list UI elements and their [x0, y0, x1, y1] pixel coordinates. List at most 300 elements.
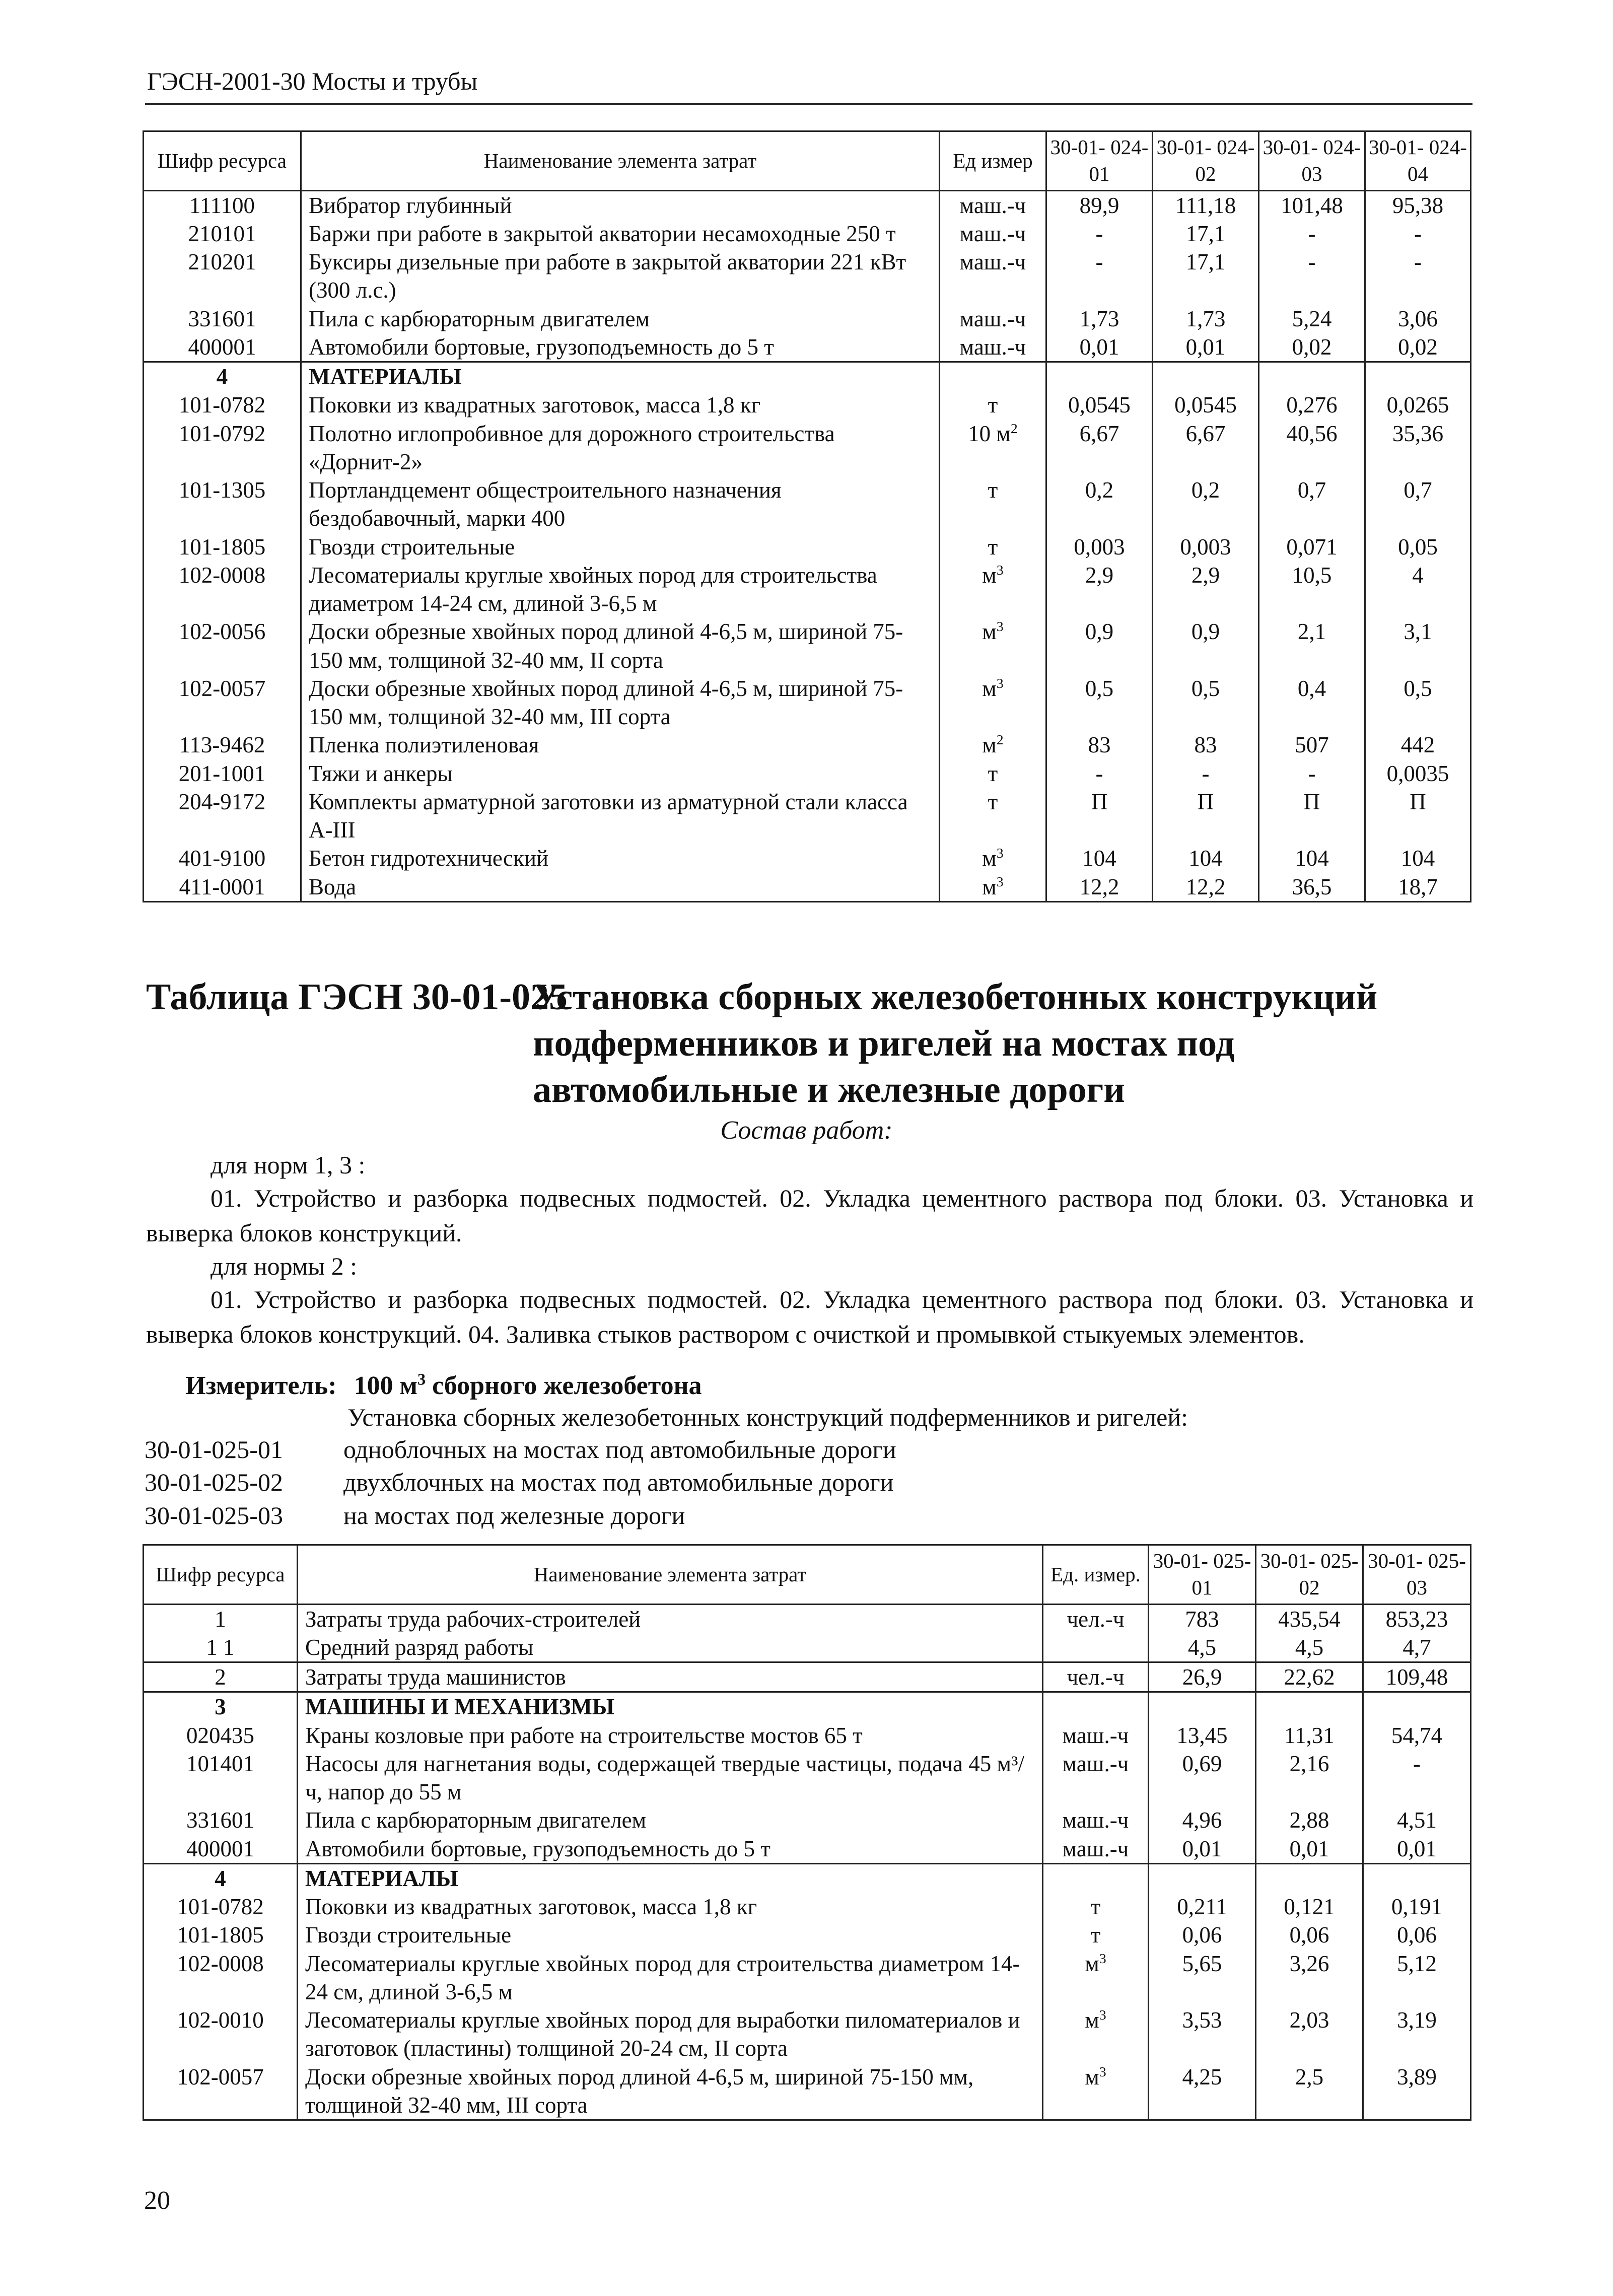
table-row	[144, 1633, 1471, 1662]
unit-cell	[940, 533, 1046, 561]
norm-value	[1149, 1692, 1256, 1721]
resource-code: 102-0008	[144, 1950, 298, 2006]
measure-label: Измеритель:	[185, 1371, 337, 1400]
unit-exponent: 2	[996, 732, 1004, 748]
table-body	[144, 1604, 1471, 2120]
resource-code: 4	[144, 1863, 298, 1893]
resource-code: 331601	[144, 1806, 298, 1834]
unit-cell	[1043, 1893, 1149, 1921]
norms-1-3-text: 01. Устройство и разборка подвесных подмостей. 02. Укладка цементного раствора под блоки. 03. Установка и выверка блоков конструкций.	[146, 1184, 1474, 1247]
section-row	[144, 362, 1471, 391]
unit-cell	[940, 617, 1046, 674]
unit-cell	[940, 333, 1046, 362]
norm-value: 0,191	[1363, 1893, 1471, 1921]
norm-value: 0,5	[1153, 674, 1259, 731]
resource-code: 204-9172	[144, 788, 301, 845]
table-row	[144, 391, 1471, 419]
cost-element-name: МАТЕРИАЛЫ	[301, 362, 940, 391]
unit-cell	[1043, 1692, 1149, 1721]
cost-element-name: Затраты труда машинистов	[298, 1662, 1043, 1692]
resource-code: 411-0001	[144, 873, 301, 902]
norm-value: 54,74	[1363, 1721, 1471, 1750]
norm-value	[1153, 362, 1259, 391]
table-row	[144, 2063, 1471, 2120]
resource-code: 101-0782	[144, 391, 301, 419]
unit-text: м	[982, 874, 997, 899]
table-row	[144, 476, 1471, 533]
norm-value: 104	[1153, 844, 1259, 872]
norm-text: на мостах под железные дороги	[343, 1501, 685, 1529]
table-row	[144, 844, 1471, 872]
norm-value: 507	[1259, 731, 1365, 759]
resource-code: 1 1	[144, 1633, 298, 1662]
unit-text: т	[988, 789, 998, 814]
cost-element-name: МАШИНЫ И МЕХАНИЗМЫ	[298, 1692, 1043, 1721]
norm-value: 4,5	[1256, 1633, 1363, 1662]
unit-cell	[940, 731, 1046, 759]
norm-value: 0,02	[1365, 333, 1471, 362]
header-unit: Ед измер	[940, 131, 1046, 191]
norm-value	[1365, 362, 1471, 391]
unit-cell	[1043, 1662, 1149, 1692]
unit-cell	[940, 220, 1046, 248]
header-norm-025-03: 30-01- 025-03	[1363, 1545, 1471, 1605]
unit-cell	[940, 190, 1046, 220]
table-row	[144, 1950, 1471, 2006]
norm-row	[145, 1435, 896, 1464]
norm-value: 83	[1153, 731, 1259, 759]
norm-value: 0,211	[1149, 1893, 1256, 1921]
norm-value: 2,16	[1256, 1750, 1363, 1806]
norm-value: 0,0035	[1365, 759, 1471, 788]
table-row	[144, 1750, 1471, 1806]
page-number: 20	[144, 2186, 170, 2215]
norm-value: 5,24	[1259, 305, 1365, 333]
norm-value: -	[1365, 248, 1471, 305]
header-norm-024-02: 30-01- 024-02	[1153, 131, 1259, 191]
norm-value: 2,5	[1256, 2063, 1363, 2120]
norm-value: 36,5	[1259, 873, 1365, 902]
norm-value	[1256, 1863, 1363, 1893]
cost-element-name: Доски обрезные хвойных пород длиной 4-6,5 м, шириной 75-150 мм, толщиной 32-40 мм, III сорта	[298, 2063, 1043, 2120]
unit-text: 10 м	[968, 421, 1011, 446]
norm-value: 0,276	[1259, 391, 1365, 419]
cost-element-name: Баржи при работе в закрытой акватории несамоходные 250 т	[301, 220, 940, 248]
unit-cell	[940, 674, 1046, 731]
norm-row	[145, 1501, 685, 1530]
norm-value: 0,5	[1046, 674, 1153, 731]
norm-value: 4,25	[1149, 2063, 1256, 2120]
cost-element-name: Лесоматериалы круглые хвойных пород для выработки пиломатериалов и заготовок (пластины) толщиной 20-24 см, II сорта	[298, 2006, 1043, 2063]
norm-value: 3,06	[1365, 305, 1471, 333]
norm-value: 0,01	[1149, 1835, 1256, 1864]
resource-code: 3	[144, 1692, 298, 1721]
unit-cell	[940, 873, 1046, 902]
unit-exponent: 3	[996, 874, 1004, 890]
cost-element-name: Пила с карбюраторным двигателем	[298, 1806, 1043, 1834]
unit-text: чел.-ч	[1067, 1664, 1125, 1690]
resource-code: 020435	[144, 1721, 298, 1750]
cost-element-name: Насосы для нагнетания воды, содержащей твердые частицы, подача 45 м³/ч, напор до 55 м	[298, 1750, 1043, 1806]
norm-value: 10,5	[1259, 561, 1365, 618]
norm-row	[145, 1468, 893, 1497]
norm-value: 17,1	[1153, 220, 1259, 248]
norm-value: 435,54	[1256, 1604, 1363, 1633]
resource-code: 210101	[144, 220, 301, 248]
cost-element-name: Вибратор глубинный	[301, 190, 940, 220]
resource-code: 101-1305	[144, 476, 301, 533]
norm-value: 6,67	[1153, 420, 1259, 476]
table-row	[144, 2006, 1471, 2063]
norm-value: 2,88	[1256, 1806, 1363, 1834]
norm-value: 17,1	[1153, 248, 1259, 305]
resource-code: 331601	[144, 305, 301, 333]
norm-text: одноблочных на мостах под автомобильные дороги	[343, 1435, 896, 1464]
norm-value: -	[1259, 759, 1365, 788]
resource-code: 102-0010	[144, 2006, 298, 2063]
cost-element-name: Вода	[301, 873, 940, 902]
norm-value: 111,18	[1153, 190, 1259, 220]
unit-exponent: 3	[996, 619, 1004, 635]
header-norm-025-01: 30-01- 025-01	[1149, 1545, 1256, 1605]
resource-table-025	[143, 1544, 1471, 2121]
norm-value: 4,7	[1363, 1633, 1471, 1662]
header-resource-code: Шифр ресурса	[144, 1545, 298, 1605]
norm-value: -	[1259, 220, 1365, 248]
cost-element-name: МАТЕРИАЛЫ	[298, 1863, 1043, 1893]
resource-table-024	[143, 130, 1471, 902]
resource-code: 102-0056	[144, 617, 301, 674]
table-row	[144, 759, 1471, 788]
unit-exponent: 2	[1010, 421, 1018, 437]
norm-value: -	[1046, 220, 1153, 248]
unit-cell	[940, 788, 1046, 845]
resource-code: 400001	[144, 1835, 298, 1864]
norm-2-text: 01. Устройство и разборка подвесных подмостей. 02. Укладка цементного раствора под блоки. 03. Установка и выверка блоков конструкций. 04. Заливка стыков раствором с очисткой и промывкой стыкуемых элементов.	[146, 1285, 1474, 1348]
table-row	[144, 1921, 1471, 1949]
resource-code: 1	[144, 1604, 298, 1633]
unit-cell	[940, 420, 1046, 476]
norm-value: 5,12	[1363, 1950, 1471, 2006]
unit-text: маш.-ч	[959, 192, 1026, 218]
unit-cell	[1043, 1806, 1149, 1834]
norm-value: 104	[1046, 844, 1153, 872]
resource-code: 2	[144, 1662, 298, 1692]
norm-text: двухблочных на мостах под автомобильные дороги	[343, 1468, 894, 1496]
resource-code: 102-0057	[144, 674, 301, 731]
norm-value: 5,65	[1149, 1950, 1256, 2006]
resource-code: 113-9462	[144, 731, 301, 759]
norm-value: -	[1046, 248, 1153, 305]
norm-value: 0,7	[1259, 476, 1365, 533]
resource-code: 101-1805	[144, 533, 301, 561]
unit-cell	[940, 561, 1046, 618]
norms-1-3-label: для норм 1, 3 :	[211, 1151, 366, 1179]
cost-element-name: Автомобили бортовые, грузоподъемность до 5 т	[301, 333, 940, 362]
cost-element-name: Гвозди строительные	[301, 533, 940, 561]
norm-value	[1363, 1863, 1471, 1893]
table-row	[144, 248, 1471, 305]
unit-cell	[940, 759, 1046, 788]
norm-value: 11,31	[1256, 1721, 1363, 1750]
norm-value: 1,73	[1153, 305, 1259, 333]
norm-value: 2,1	[1259, 617, 1365, 674]
norm-value: 26,9	[1149, 1662, 1256, 1692]
table-row	[144, 1721, 1471, 1750]
unit-text: маш.-ч	[959, 306, 1026, 331]
norm-value: 0,003	[1153, 533, 1259, 561]
unit-text: м	[1085, 2064, 1099, 2090]
norm-value	[1046, 362, 1153, 391]
unit-text: м	[982, 732, 997, 758]
unit-cell	[1043, 2006, 1149, 2063]
norm-value: 95,38	[1365, 190, 1471, 220]
unit-text: т	[988, 392, 998, 418]
norm-value: 3,53	[1149, 2006, 1256, 2063]
unit-text: т	[1090, 1922, 1101, 1948]
norm-value: 0,4	[1259, 674, 1365, 731]
unit-text: маш.-ч	[959, 334, 1026, 360]
norm-value	[1363, 1692, 1471, 1721]
norm-value: 3,1	[1365, 617, 1471, 674]
cost-element-name: Доски обрезные хвойных пород длиной 4-6,5 м, шириной 75-150 мм, толщиной 32-40 мм, II сорта	[301, 617, 940, 674]
unit-text: м	[982, 675, 997, 701]
cost-element-name: Поковки из квадратных заготовок, масса 1,8 кг	[301, 391, 940, 419]
unit-cell	[1043, 1921, 1149, 1949]
norm-value: 0,2	[1153, 476, 1259, 533]
unit-cell	[940, 476, 1046, 533]
resource-code: 210201	[144, 248, 301, 305]
running-header: ГЭСН-2001-30 Мосты и трубы	[147, 67, 478, 95]
table-row	[144, 420, 1471, 476]
unit-text: маш.-ч	[1062, 1836, 1129, 1861]
norm-value: 4,96	[1149, 1806, 1256, 1834]
resource-code: 111100	[144, 190, 301, 220]
table-row	[144, 788, 1471, 845]
header-unit: Ед. измер.	[1043, 1545, 1149, 1605]
table-row	[144, 731, 1471, 759]
norm-value: 104	[1259, 844, 1365, 872]
unit-text: м	[1085, 2007, 1099, 2033]
norm-value: 0,01	[1363, 1835, 1471, 1864]
norm-value: 0,9	[1153, 617, 1259, 674]
unit-exponent: 3	[1099, 2007, 1106, 2024]
cost-element-name: Лесоматериалы круглые хвойных пород для строительства диаметром 14-24 см, длиной 3-6,5 м	[301, 561, 940, 618]
unit-cell	[1043, 1835, 1149, 1864]
unit-text: маш.-ч	[959, 249, 1026, 275]
norm-value: 101,48	[1259, 190, 1365, 220]
norm-value: 4,51	[1363, 1806, 1471, 1834]
header-norm-025-02: 30-01- 025-02	[1256, 1545, 1363, 1605]
cost-element-name: Бетон гидротехнический	[301, 844, 940, 872]
cost-element-name: Затраты труда рабочих-строителей	[298, 1604, 1043, 1633]
measure-value: 100 $м^3$ сборного железобетона	[354, 1370, 702, 1400]
resource-code: 102-0008	[144, 561, 301, 618]
norm-value: 0,01	[1256, 1835, 1363, 1864]
unit-text: м	[982, 846, 997, 871]
table-title-label: Таблица ГЭСН 30-01-025	[146, 977, 568, 1018]
cost-element-name: Поковки из квадратных заготовок, масса 1,8 кг	[298, 1893, 1043, 1921]
norm-value: 12,2	[1153, 873, 1259, 902]
norm-code: 30-01-025-01	[145, 1435, 283, 1464]
table-title	[146, 975, 1486, 1110]
norm-value: П	[1153, 788, 1259, 845]
norm-value: 0,003	[1046, 533, 1153, 561]
unit-cell	[1043, 1604, 1149, 1633]
norm-value: -	[1153, 759, 1259, 788]
norm-value: 0,06	[1256, 1921, 1363, 1949]
table-row	[144, 533, 1471, 561]
norm-value: 0,05	[1365, 533, 1471, 561]
norm-value: 0,69	[1149, 1750, 1256, 1806]
cost-element-name: Портландцемент общестроительного назначения бездобавочный, марки 400	[301, 476, 940, 533]
section-row	[144, 1863, 1471, 1893]
table-header-row	[144, 131, 1471, 191]
cost-element-name: Пленка полиэтиленовая	[301, 731, 940, 759]
cost-element-name: Тяжи и анкеры	[301, 759, 940, 788]
norm-value: 2,9	[1153, 561, 1259, 618]
unit-cell	[1043, 1950, 1149, 2006]
unit-exponent: 3	[996, 846, 1004, 862]
norm-value: 0,02	[1259, 333, 1365, 362]
norm-value: 6,67	[1046, 420, 1153, 476]
table-row	[144, 190, 1471, 220]
unit-text: маш.-ч	[1062, 1807, 1129, 1833]
norm-value: П	[1046, 788, 1153, 845]
cost-element-name: Доски обрезные хвойных пород длиной 4-6,5 м, шириной 75-150 мм, толщиной 32-40 мм, III сорта	[301, 674, 940, 731]
resource-code: 101401	[144, 1750, 298, 1806]
norm-value: -	[1259, 248, 1365, 305]
resource-code: 101-1805	[144, 1921, 298, 1949]
cost-element-name: Полотно иглопробивное для дорожного строительства «Дорнит-2»	[301, 420, 940, 476]
unit-cell	[940, 391, 1046, 419]
norm-value: 40,56	[1259, 420, 1365, 476]
table-row	[144, 1662, 1471, 1692]
norm-value: 12,2	[1046, 873, 1153, 902]
norm-2-label: для нормы 2 :	[211, 1252, 358, 1280]
norm-value: 3,89	[1363, 2063, 1471, 2120]
norm-value: 0,121	[1256, 1893, 1363, 1921]
norm-value: 35,36	[1365, 420, 1471, 476]
table-row	[144, 617, 1471, 674]
norm-value: 0,01	[1046, 333, 1153, 362]
norm-value: 1,73	[1046, 305, 1153, 333]
header-norm-024-04: 30-01- 024-04	[1365, 131, 1471, 191]
unit-cell	[1043, 1863, 1149, 1893]
unit-cell	[1043, 1750, 1149, 1806]
unit-text: маш.-ч	[1062, 1751, 1129, 1776]
cost-element-name: Буксиры дизельные при работе в закрытой акватории 221 кВт (300 л.с.)	[301, 248, 940, 305]
norm-value: 0,0545	[1046, 391, 1153, 419]
norm-value: 853,23	[1363, 1604, 1471, 1633]
cost-element-name: Автомобили бортовые, грузоподъемность до 5 т	[298, 1835, 1043, 1864]
norm-value: 442	[1365, 731, 1471, 759]
norm-value: 0,0265	[1365, 391, 1471, 419]
table-row	[144, 873, 1471, 902]
table-row	[144, 1893, 1471, 1921]
norm-value: 2,9	[1046, 561, 1153, 618]
unit-cell	[1043, 1721, 1149, 1750]
norm-value: -	[1046, 759, 1153, 788]
table-row	[144, 305, 1471, 333]
norm-value: 22,62	[1256, 1662, 1363, 1692]
unit-text: м	[982, 619, 997, 645]
unit-text: маш.-ч	[1062, 1722, 1129, 1748]
unit-cell	[1043, 1633, 1149, 1662]
header-resource-code: Шифр ресурса	[144, 131, 301, 191]
measure-unit	[185, 1371, 702, 1401]
unit-exponent: 3	[1099, 2064, 1106, 2080]
norm-value: П	[1365, 788, 1471, 845]
unit-text: м	[1085, 1951, 1099, 1976]
norm-value: 783	[1149, 1604, 1256, 1633]
norm-value: 0,0545	[1153, 391, 1259, 419]
norm-value: 4	[1365, 561, 1471, 618]
norm-value: 0,5	[1365, 674, 1471, 731]
table-row	[144, 561, 1471, 618]
unit-exponent: 3	[1099, 1951, 1106, 1967]
norm-value: 0,06	[1363, 1921, 1471, 1949]
resource-code: 101-0782	[144, 1893, 298, 1921]
resource-code: 102-0057	[144, 2063, 298, 2120]
norm-value: 0,9	[1046, 617, 1153, 674]
cost-element-name: Средний разряд работы	[298, 1633, 1043, 1662]
norm-value: 89,9	[1046, 190, 1153, 220]
norm-value: 3,26	[1256, 1950, 1363, 2006]
norm-value	[1259, 362, 1365, 391]
cost-element-name: Лесоматериалы круглые хвойных пород для строительства диаметром 14-24 см, длиной 3-6,5 м	[298, 1950, 1043, 2006]
resource-code: 101-0792	[144, 420, 301, 476]
unit-text: чел.-ч	[1067, 1606, 1125, 1632]
norm-value: -	[1365, 220, 1471, 248]
unit-cell	[940, 844, 1046, 872]
cost-element-name: Гвозди строительные	[298, 1921, 1043, 1949]
unit-text: т	[1090, 1894, 1101, 1920]
table-title-text: Установка сборных железобетонных конструкций подферменников и ригелей на мостах под автомобильные и железные дороги	[533, 977, 1378, 1110]
table-row	[144, 220, 1471, 248]
specification-caption: Установка сборных железобетонных конструкций подферменников и ригелей:	[347, 1403, 1188, 1431]
unit-exponent: 3	[996, 675, 1004, 691]
norm-value: 0,071	[1259, 533, 1365, 561]
header-rule	[145, 103, 1472, 105]
table-row	[144, 674, 1471, 731]
norm-value: 104	[1365, 844, 1471, 872]
cost-element-name: Комплекты арматурной заготовки из арматурной стали класса А-III	[301, 788, 940, 845]
unit-text: м	[982, 562, 997, 588]
table-row	[144, 333, 1471, 362]
table-row	[144, 1806, 1471, 1834]
resource-code: 401-9100	[144, 844, 301, 872]
resource-code: 201-1001	[144, 759, 301, 788]
norm-value: -	[1363, 1750, 1471, 1806]
unit-cell	[940, 305, 1046, 333]
norm-value: 0,06	[1149, 1921, 1256, 1949]
norm-code: 30-01-025-02	[145, 1468, 283, 1496]
header-norm-024-01: 30-01- 024-01	[1046, 131, 1153, 191]
norm-value: 0,2	[1046, 476, 1153, 533]
resource-code: 400001	[144, 333, 301, 362]
section-row	[144, 1692, 1471, 1721]
table-body	[144, 190, 1471, 901]
norm-code: 30-01-025-03	[145, 1501, 283, 1529]
table-header-row	[144, 1545, 1471, 1605]
norm-value: 0,7	[1365, 476, 1471, 533]
cost-element-name: Краны козловые при работе на строительстве мостов 65 т	[298, 1721, 1043, 1750]
header-cost-element: Наименование элемента затрат	[301, 131, 940, 191]
norm-value: 13,45	[1149, 1721, 1256, 1750]
work-composition-heading: Состав работ:	[720, 1116, 893, 1145]
norm-value: 0,01	[1153, 333, 1259, 362]
